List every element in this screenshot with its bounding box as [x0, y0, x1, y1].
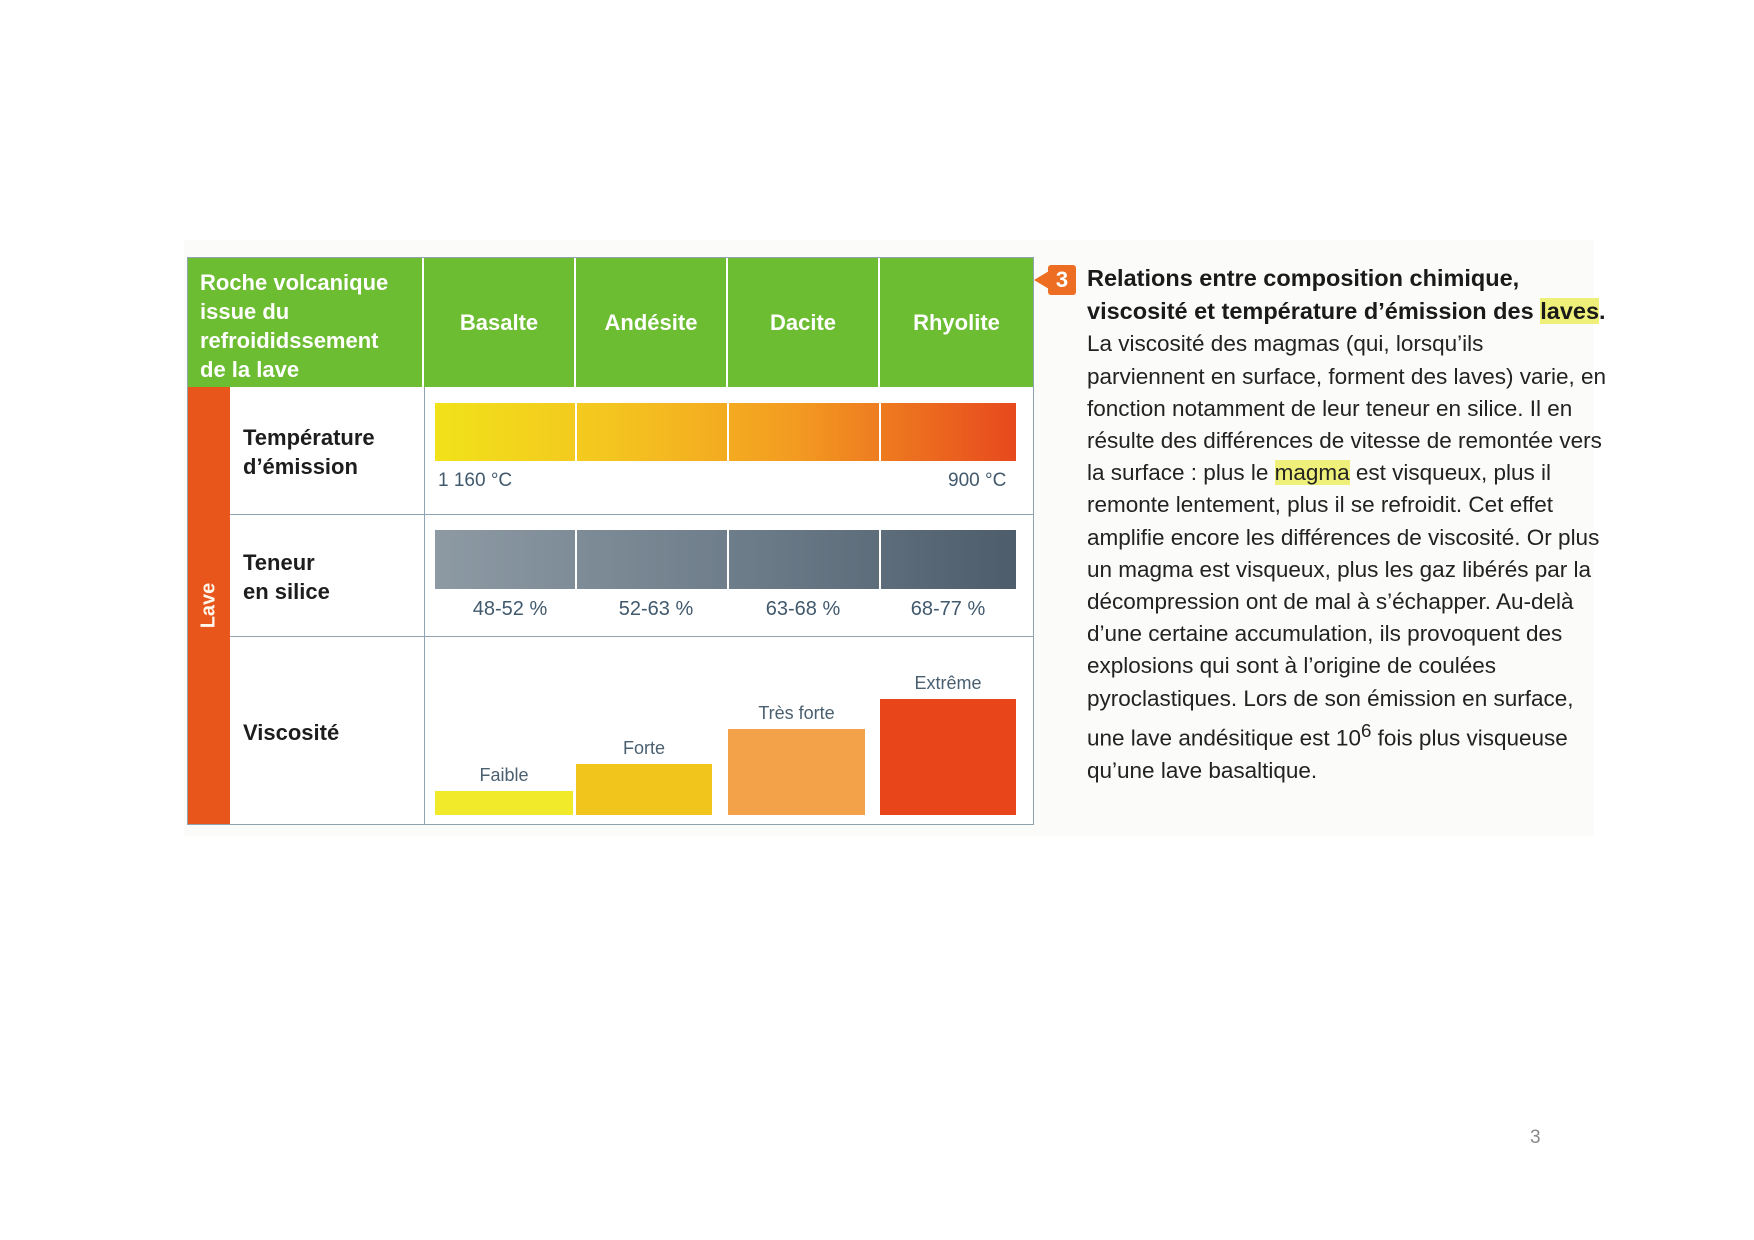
- header-rock-origin: [188, 258, 424, 387]
- header-line: refroididssement: [200, 328, 379, 353]
- lave-side-label: Lave: [197, 582, 220, 629]
- silica-bar: [435, 530, 1016, 589]
- viscosity-label-1: Faible: [479, 765, 529, 785]
- viscosity-label-2: Forte: [622, 738, 665, 758]
- silica-dacite: 63-68 %: [765, 598, 841, 620]
- header-andesite: Andésite: [576, 258, 728, 387]
- viscosity-label-3: Très forte: [758, 703, 835, 723]
- lava-properties-table: [187, 257, 1034, 825]
- viscosity-bar-1: [435, 791, 573, 815]
- header-dacite: Dacite: [728, 258, 880, 387]
- header-line: de la lave: [200, 357, 300, 382]
- viscosity-label-4: Extrême: [914, 673, 982, 693]
- caption-title: Relations entre composition chimique, viscosité et température d’émission des laves.: [1087, 265, 1606, 325]
- row-label-silica: Teneur en silice: [243, 550, 330, 604]
- caption-text-3: fois plus visqueuse qu’une lave basaltique.: [1087, 725, 1568, 783]
- viscosity-bar-3: [728, 729, 865, 815]
- figure-number: 3: [1048, 265, 1076, 295]
- segment-divider: [727, 403, 729, 461]
- page-number: 3: [1530, 1127, 1541, 1148]
- segment-divider: [879, 403, 881, 461]
- caption-title-highlight: laves: [1540, 298, 1600, 325]
- caption-text-1: La viscosité des magmas (qui, lorsqu’ils parviennent en surface, forment des laves) varie, en fonction notamment de leur teneur en silice. Il en résulte des différences de vitesse de remontée vers la surface : plus le: [1087, 331, 1607, 486]
- segment-divider: [879, 530, 881, 589]
- caption-superscript: 6: [1360, 719, 1372, 741]
- segment-divider: [575, 403, 577, 461]
- caption-highlight-magma: magma: [1274, 460, 1350, 486]
- row-label-viscosity: Viscosité: [243, 720, 340, 745]
- lave-side-band: [188, 387, 230, 824]
- silica-rhyolite: 68-77 %: [910, 598, 986, 620]
- figure-caption: [1087, 262, 1607, 787]
- segment-divider: [575, 530, 577, 589]
- row-divider: [230, 636, 1033, 637]
- segment-divider: [727, 530, 729, 589]
- temperature-gradient-bar: [435, 403, 1016, 461]
- temperature-min-label: 1 160 °C: [438, 470, 513, 491]
- viscosity-bar-2: [576, 764, 712, 815]
- row-label-temperature: Température d’émission: [243, 425, 375, 479]
- viscosity-bar-4: [880, 699, 1016, 815]
- table-header-row: [188, 258, 1033, 387]
- silica-basalte: 48-52 %: [472, 598, 548, 620]
- header-line: Roche volcanique: [200, 270, 389, 295]
- caption-text-2: est visqueux, plus il remonte lentement, plus il se refroidit. Cet effet amplifie encore les différences de viscosité. Or plus un magma est visqueux, plus les gaz libérés par la décompression ont de mal à s’échapper. Au-delà d’une certaine accumulation, ils provoquent des explosions qui sont à l’origine de coulées pyroclastiques. Lors de son émission en surface, une lave andésitique est 10: [1087, 460, 1600, 751]
- silica-andesite: 52-63 %: [618, 598, 694, 620]
- temperature-max-label: 900 °C: [948, 470, 1007, 491]
- header-line: issue du: [200, 299, 290, 324]
- column-divider: [424, 387, 425, 824]
- row-divider: [230, 514, 1033, 515]
- figure-number-arrow: [1034, 271, 1049, 289]
- header-rhyolite: Rhyolite: [913, 309, 1000, 335]
- header-basalte: Basalte: [424, 258, 576, 387]
